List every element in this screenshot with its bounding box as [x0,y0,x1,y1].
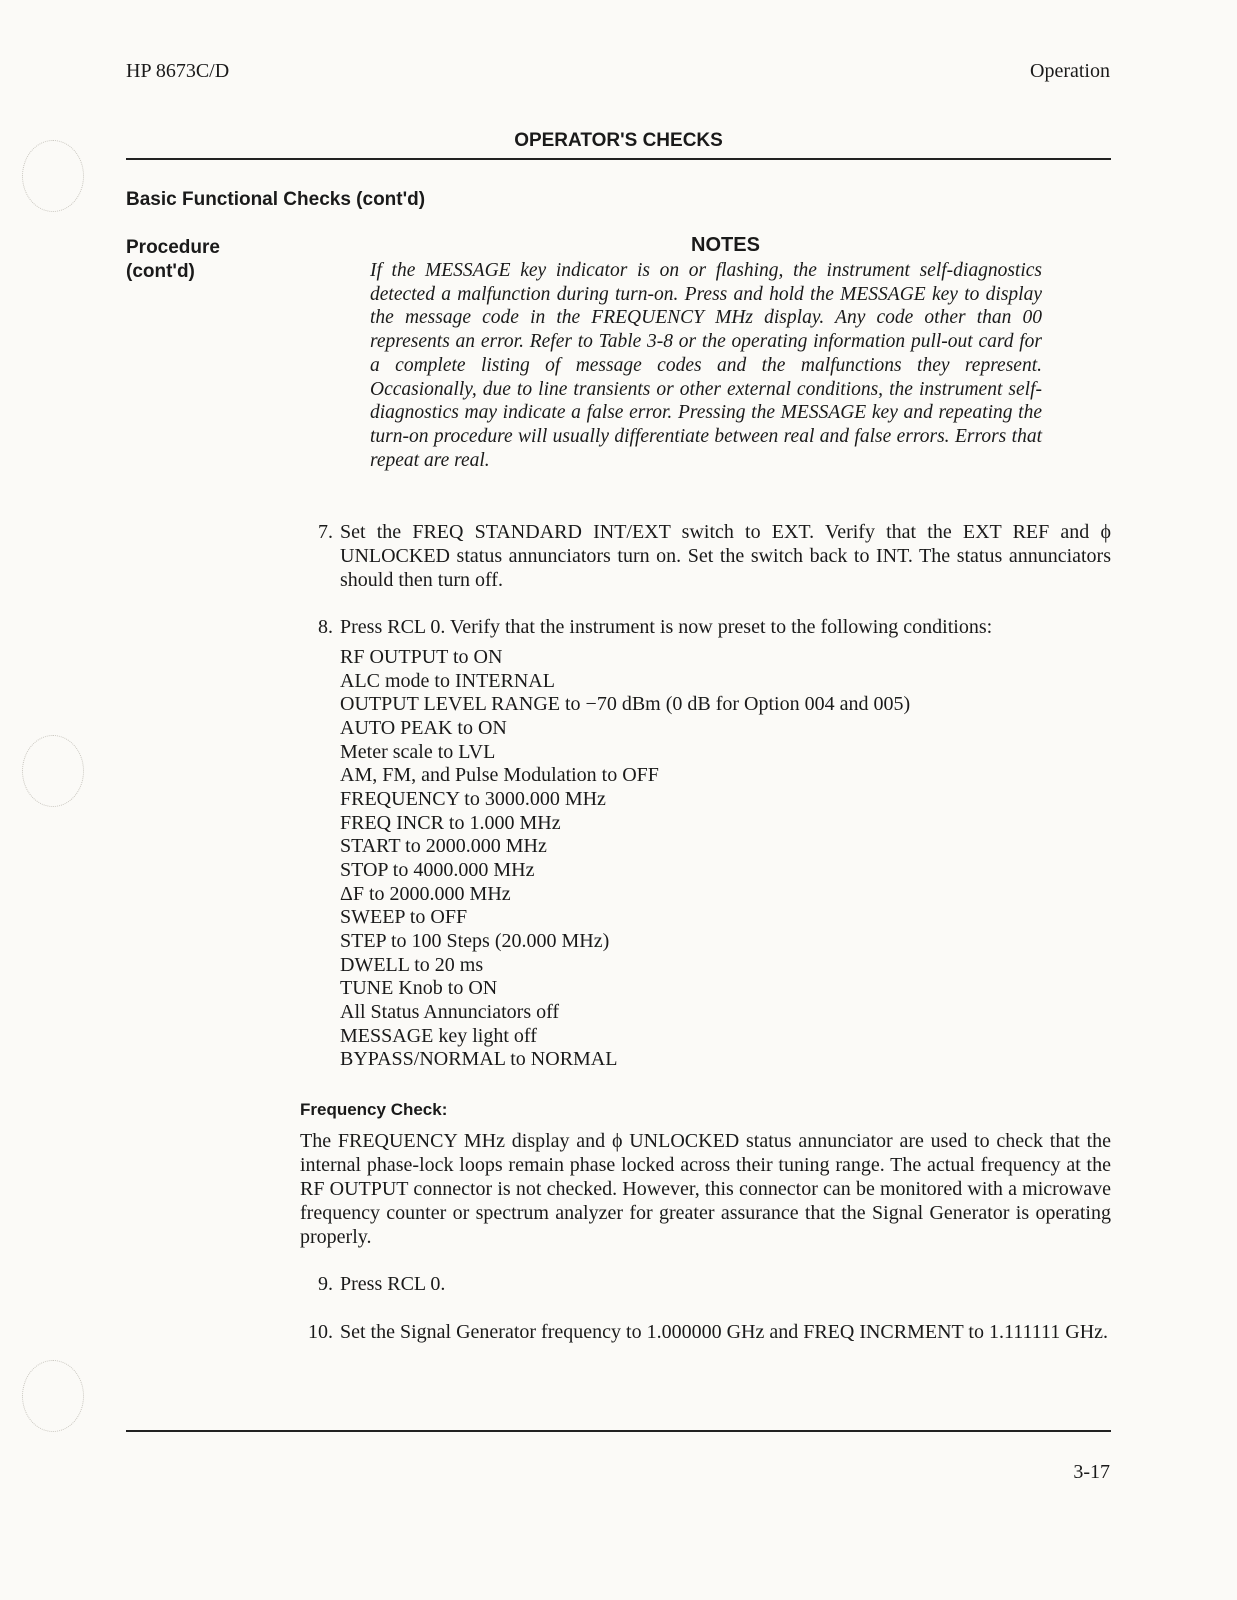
step-number: 7. [318,521,333,543]
procedure-label-line-1: Procedure [126,237,220,258]
top-rule [126,158,1111,160]
step-number: 8. [318,616,333,638]
header-section: Operation [1030,60,1110,82]
list-item: MESSAGE key light off [340,1024,537,1047]
step-number: 9. [318,1273,333,1295]
procedure-label [126,236,220,284]
procedure-label-line-2: (cont'd) [126,261,195,282]
punch-hole-bottom [22,1360,84,1432]
list-item: Meter scale to LVL [340,740,496,763]
step-7 [300,520,1111,592]
notes-title: NOTES [691,234,760,256]
list-item: All Status Annunciators off [340,1000,560,1023]
list-item: FREQ INCR to 1.000 MHz [340,811,561,834]
list-item: STEP to 100 Steps (20.000 MHz) [340,929,610,952]
section-title: OPERATOR'S CHECKS [514,130,723,151]
list-item: BYPASS/NORMAL to NORMAL [340,1048,618,1071]
subsection-title: Basic Functional Checks (cont'd) [126,189,426,210]
notes-body: If the MESSAGE key indicator is on or flashing, the instrument self-diagnostics detected a malfunction during turn-on. Press and hold the MESSAGE key to display the message code in the FREQUENCY MHz display. Any code other than 00 represents an error. Refer to Table 3-8 or the operating information pull-out card for a complete listing of message codes and the malfunctions they represent. Occasionally, due to line transients or other external conditions, the instrument self-diagnostics may indicate a false error. Pressing the MESSAGE key and repeating the turn-on procedure will usually differentiate between real and false errors. Errors that repeat are real. [370,260,1042,471]
step-text: Press RCL 0. [340,1273,446,1295]
list-item: AUTO PEAK to ON [340,716,507,739]
header-model: HP 8673C/D [126,60,230,82]
step-10 [300,1320,1111,1344]
frequency-check-body: The FREQUENCY MHz display and ϕ UNLOCKED status annunciator are used to check that the internal phase-lock loops remain phase locked across their tuning range. The actual frequency at the RF OUTPUT connector is not checked. However, this connector can be monitored with a microwave frequency counter or spectrum analyzer for greater assurance that the Signal Generator is operating properly. [300,1130,1111,1248]
list-item: STOP to 4000.000 MHz [340,858,535,881]
list-item: ΔF to 2000.000 MHz [340,882,511,905]
page-number: 3-17 [1073,1461,1110,1483]
step-8 [300,615,1111,639]
step-text: Press RCL 0. Verify that the instrument is now preset to the following conditions: [340,616,993,638]
list-item: AM, FM, and Pulse Modulation to OFF [340,764,659,787]
list-item: DWELL to 20 ms [340,953,484,976]
list-item: SWEEP to OFF [340,906,468,929]
preset-conditions-list [340,646,910,1072]
list-item: START to 2000.000 MHz [340,835,547,858]
list-item: RF OUTPUT to ON [340,646,503,668]
frequency-check-title: Frequency Check: [300,1100,448,1119]
step-9 [300,1272,1111,1296]
list-item: TUNE Knob to ON [340,977,498,1000]
list-item: FREQUENCY to 3000.000 MHz [340,787,606,810]
punch-hole-middle [22,735,84,807]
bottom-rule [126,1430,1111,1432]
step-number: 10. [308,1321,333,1343]
list-item: OUTPUT LEVEL RANGE to −70 dBm (0 dB for Option 004 and 005) [340,693,911,716]
step-text: Set the Signal Generator frequency to 1.000000 GHz and FREQ INCRMENT to 1.111111 GHz. [340,1321,1109,1343]
list-item: ALC mode to INTERNAL [340,669,555,692]
step-text: Set the FREQ STANDARD INT/EXT switch to EXT. Verify that the EXT REF and ϕ UNLOCKED status annunciators turn on. Set the switch back to INT. The status annunciators should then turn off. [340,521,1111,591]
punch-hole-top [22,140,84,212]
